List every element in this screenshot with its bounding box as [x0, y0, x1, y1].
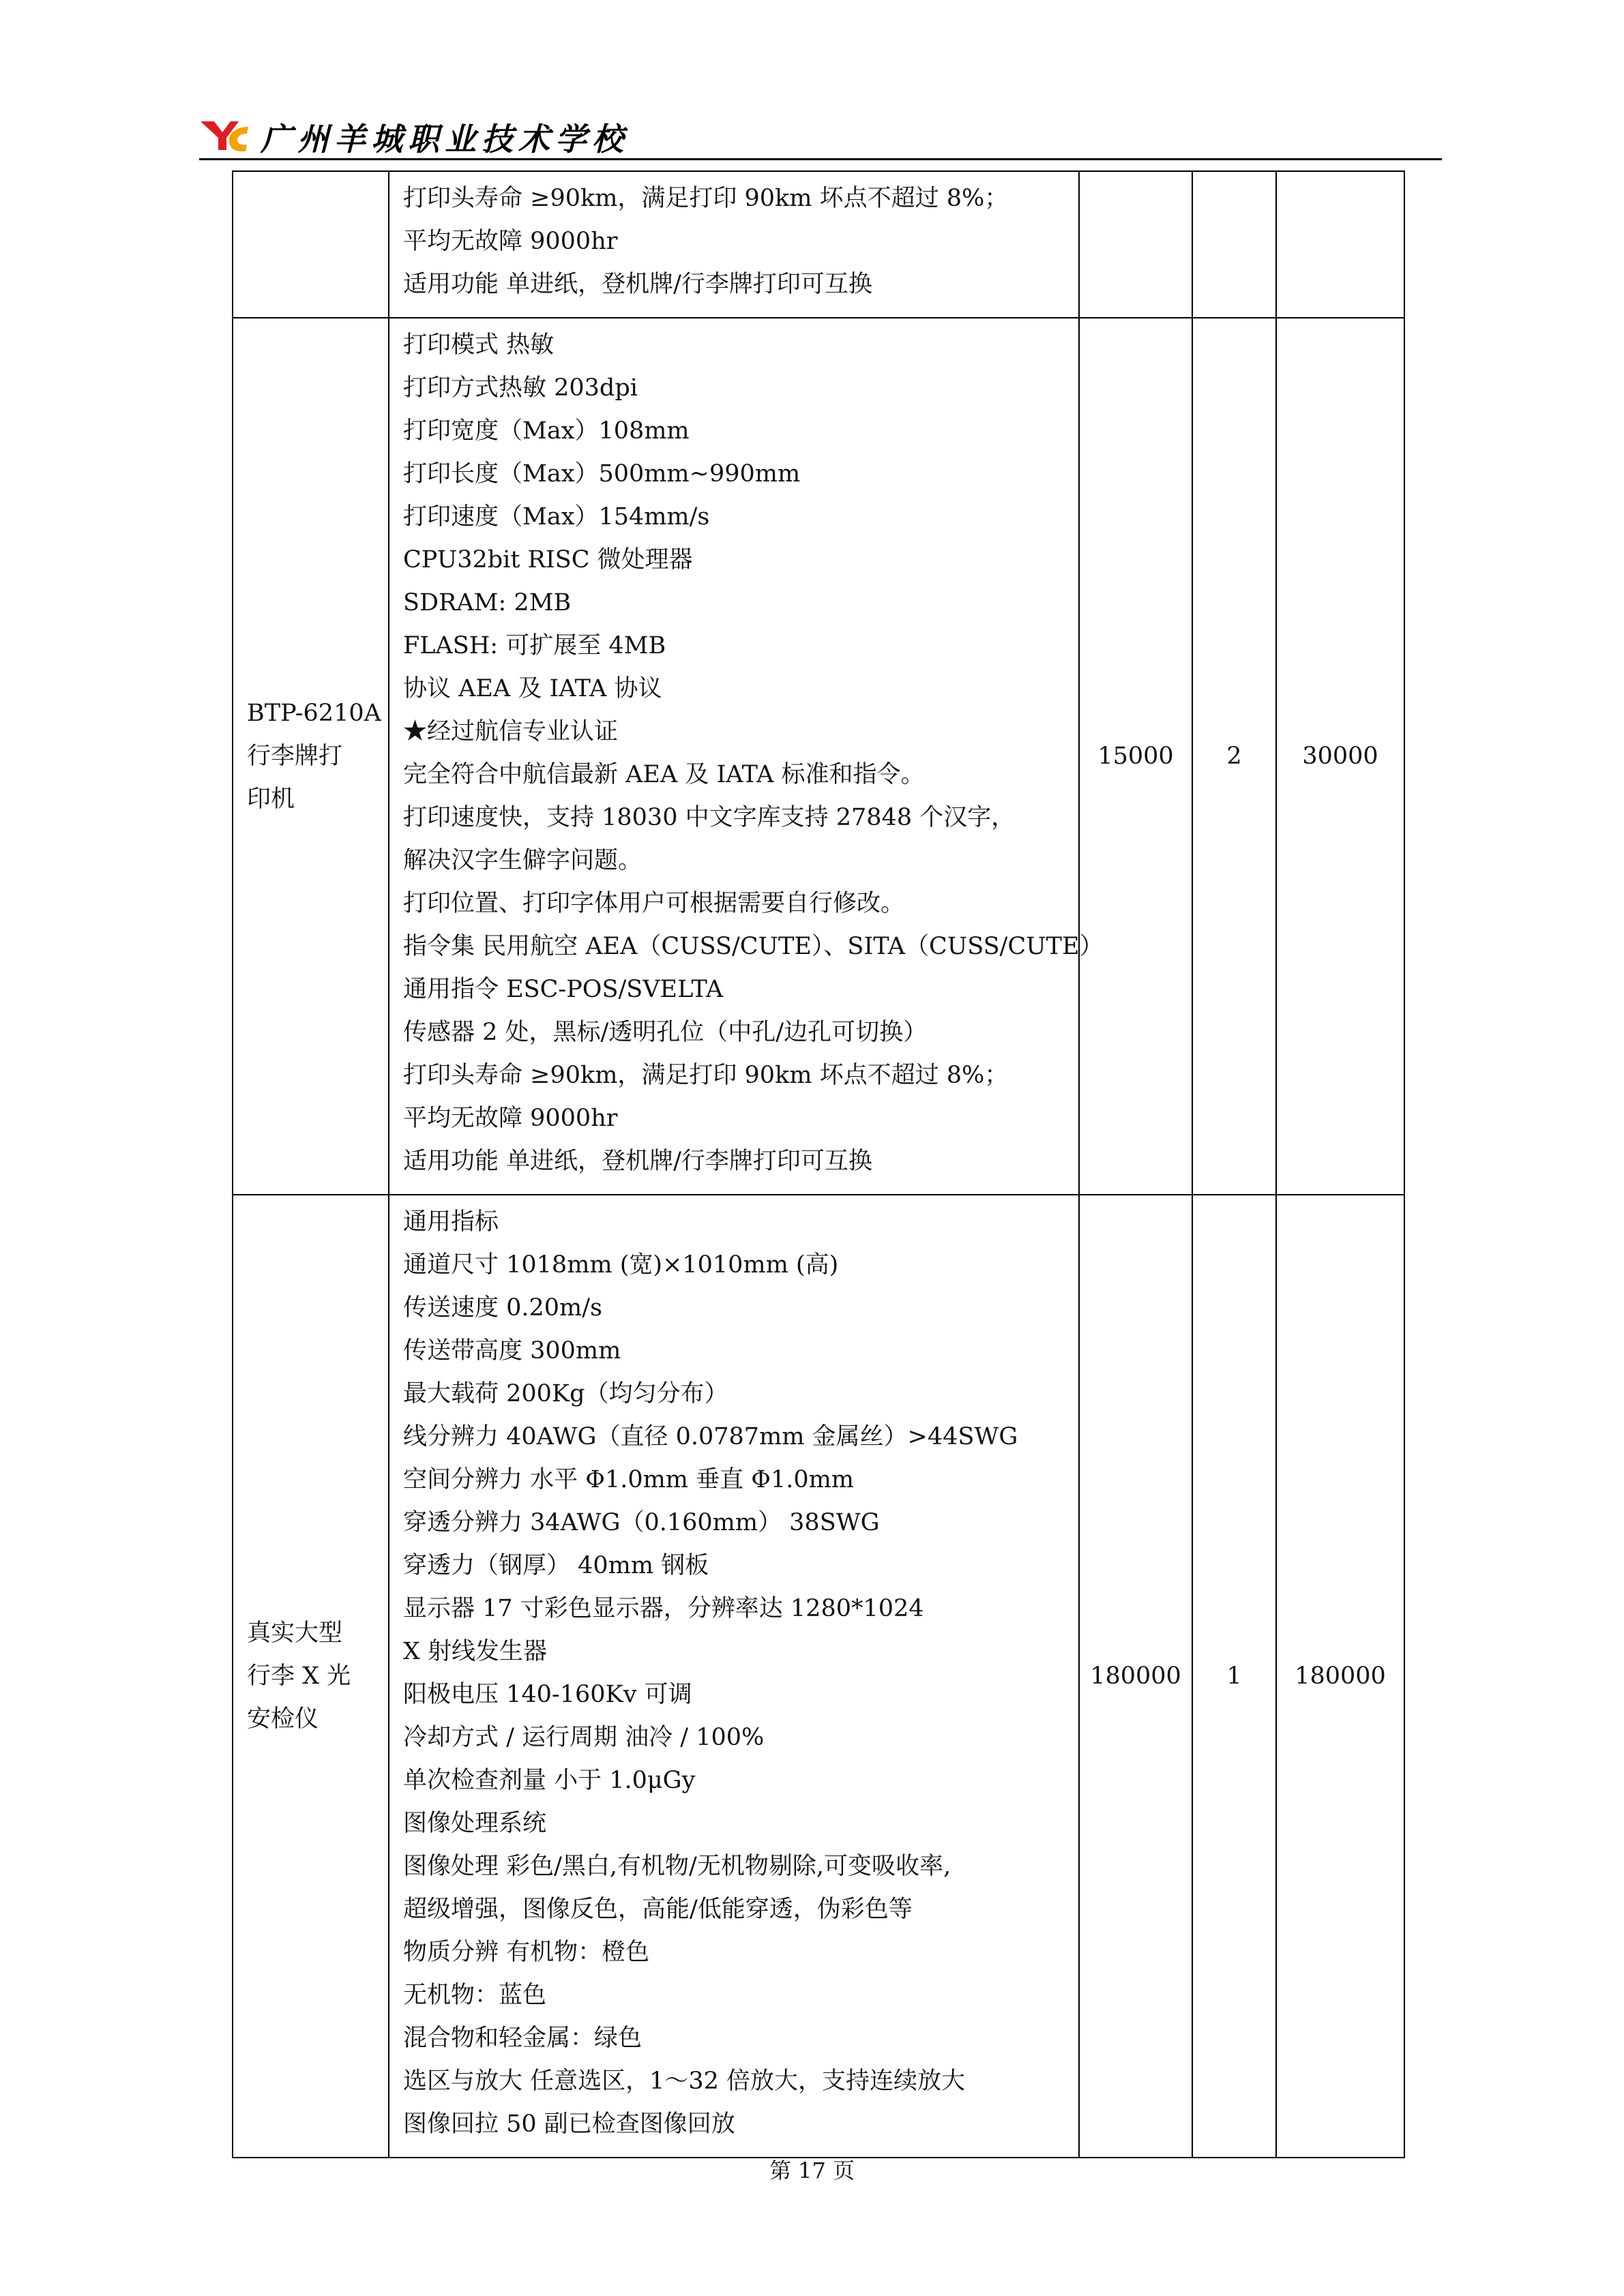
quantity-cell: 2	[1192, 318, 1276, 1195]
equipment-name-line: 真实大型	[247, 1619, 343, 1647]
unit-price-cell	[1079, 171, 1192, 318]
page-header	[199, 112, 1442, 160]
spec-line: ★经过航信专业认证	[403, 718, 619, 745]
spec-line: 选区与放大 任意选区，1～32 倍放大，支持连续放大	[403, 2068, 966, 2095]
spec-line: 传送速度 0.20m/s	[403, 1294, 602, 1322]
spec-line: 平均无故障 9000hr	[403, 1105, 618, 1132]
unit-price-cell: 180000	[1079, 1195, 1192, 2158]
spec-line: 通用指令 ESC-POS/SVELTA	[403, 976, 724, 1003]
equipment-name-cell	[233, 1195, 389, 2158]
page-number: 第 17 页	[769, 2158, 855, 2183]
spec-line: 穿透分辨力 34AWG（0.160mm） 38SWG	[403, 1509, 880, 1536]
school-name: 广州羊城职业技术学校	[261, 121, 629, 158]
spec-line: 单次检查剂量 小于 1.0μGy	[403, 1767, 696, 1794]
spec-line: 冷却方式 / 运行周期 油冷 / 100%	[403, 1724, 765, 1751]
spec-line: 适用功能 单进纸，登机牌/行李牌打印可互换	[403, 271, 872, 298]
equipment-name-cell	[233, 171, 389, 318]
spec-line: 超级增强，图像反色，高能/低能穿透，伪彩色等	[403, 1896, 913, 1923]
spec-line: 完全符合中航信最新 AEA 及 IATA 标准和指令。	[403, 761, 925, 788]
spec-line: 物质分辨 有机物：橙色	[403, 1939, 650, 1966]
total-price-cell: 30000	[1276, 318, 1404, 1195]
spec-cell	[389, 1195, 1079, 2158]
quantity-cell	[1192, 171, 1276, 318]
equipment-name-line: 行李 X 光	[247, 1662, 351, 1690]
equipment-name-line: 印机	[247, 785, 295, 813]
spec-line: 传感器 2 处，黑标/透明孔位（中孔/边孔可切换）	[403, 1019, 928, 1046]
spec-line: 协议 AEA 及 IATA 协议	[403, 675, 662, 702]
total-price-cell: 180000	[1276, 1195, 1404, 2158]
total-price-cell	[1276, 171, 1404, 318]
yc-logo-icon	[199, 117, 250, 154]
spec-line: FLASH: 可扩展至 4MB	[403, 632, 666, 659]
spec-line: 通用指标	[403, 1208, 499, 1236]
spec-line: 打印方式热敏 203dpi	[403, 374, 638, 402]
spec-line: 最大载荷 200Kg（均匀分布）	[403, 1380, 728, 1407]
spec-line: X 射线发生器	[403, 1638, 548, 1665]
spec-line: 显示器 17 寸彩色显示器，分辨率达 1280*1024	[403, 1595, 924, 1622]
header-divider	[199, 158, 1442, 160]
spec-line: 传送带高度 300mm	[403, 1337, 621, 1365]
spec-line: 打印头寿命 ≥90km，满足打印 90km 坏点不超过 8%；	[403, 1062, 1009, 1089]
equipment-name-cell	[233, 318, 389, 1195]
equipment-name-line: BTP-6210A	[247, 699, 381, 727]
spec-line: 无机物：蓝色	[403, 1982, 547, 2009]
spec-line: 图像处理系统	[403, 1810, 547, 1837]
spec-line: 打印速度快，支持 18030 中文字库支持 27848 个汉字，	[403, 804, 1016, 831]
quantity-cell: 1	[1192, 1195, 1276, 2158]
spec-line: 打印长度（Max）500mm~990mm	[403, 460, 801, 488]
equipment-name-line: 安检仪	[247, 1705, 319, 1733]
spec-cell	[389, 318, 1104, 1195]
spec-line: 穿透力（钢厚） 40mm 钢板	[403, 1552, 709, 1579]
spec-line: 平均无故障 9000hr	[403, 228, 618, 255]
spec-line: 打印模式 热敏	[403, 331, 555, 359]
spec-line: SDRAM: 2MB	[403, 589, 572, 616]
spec-line: 阳极电压 140-160Kv 可调	[403, 1681, 692, 1708]
spec-line: 打印头寿命 ≥90km，满足打印 90km 坏点不超过 8%；	[403, 185, 1009, 212]
spec-line: 适用功能 单进纸，登机牌/行李牌打印可互换	[403, 1148, 872, 1175]
spec-line: 打印位置、打印字体用户可根据需要自行修改。	[403, 890, 905, 917]
spec-line: 混合物和轻金属：绿色	[403, 2025, 643, 2052]
spec-line: 打印速度（Max）154mm/s	[403, 503, 710, 531]
spec-line: CPU32bit RISC 微处理器	[403, 546, 693, 573]
table-row	[233, 318, 1404, 1195]
spec-cell	[389, 171, 1079, 318]
spec-line: 指令集 民用航空 AEA（CUSS/CUTE）、SITA（CUSS/CUTE）	[403, 933, 1104, 960]
unit-price-cell: 15000	[1079, 318, 1192, 1195]
spec-line: 线分辨力 40AWG（直径 0.0787mm 金属丝）>44SWG	[403, 1423, 1018, 1450]
spec-line: 图像回拉 50 副已检查图像回放	[403, 2111, 735, 2138]
equipment-spec-table	[232, 170, 1405, 2158]
table-body	[233, 171, 1404, 2158]
table-row	[233, 1195, 1404, 2158]
spec-line: 图像处理 彩色/黑白,有机物/无机物剔除,可变吸收率,	[403, 1853, 951, 1880]
spec-line: 空间分辨力 水平 Φ1.0mm 垂直 Φ1.0mm	[403, 1466, 854, 1493]
spec-line: 打印宽度（Max）108mm	[403, 417, 690, 445]
equipment-name-line: 行李牌打	[247, 742, 343, 770]
spec-line: 通道尺寸 1018mm (宽)×1010mm (高)	[403, 1251, 839, 1279]
spec-line: 解决汉字生僻字问题。	[403, 847, 643, 874]
table-row	[233, 171, 1404, 318]
